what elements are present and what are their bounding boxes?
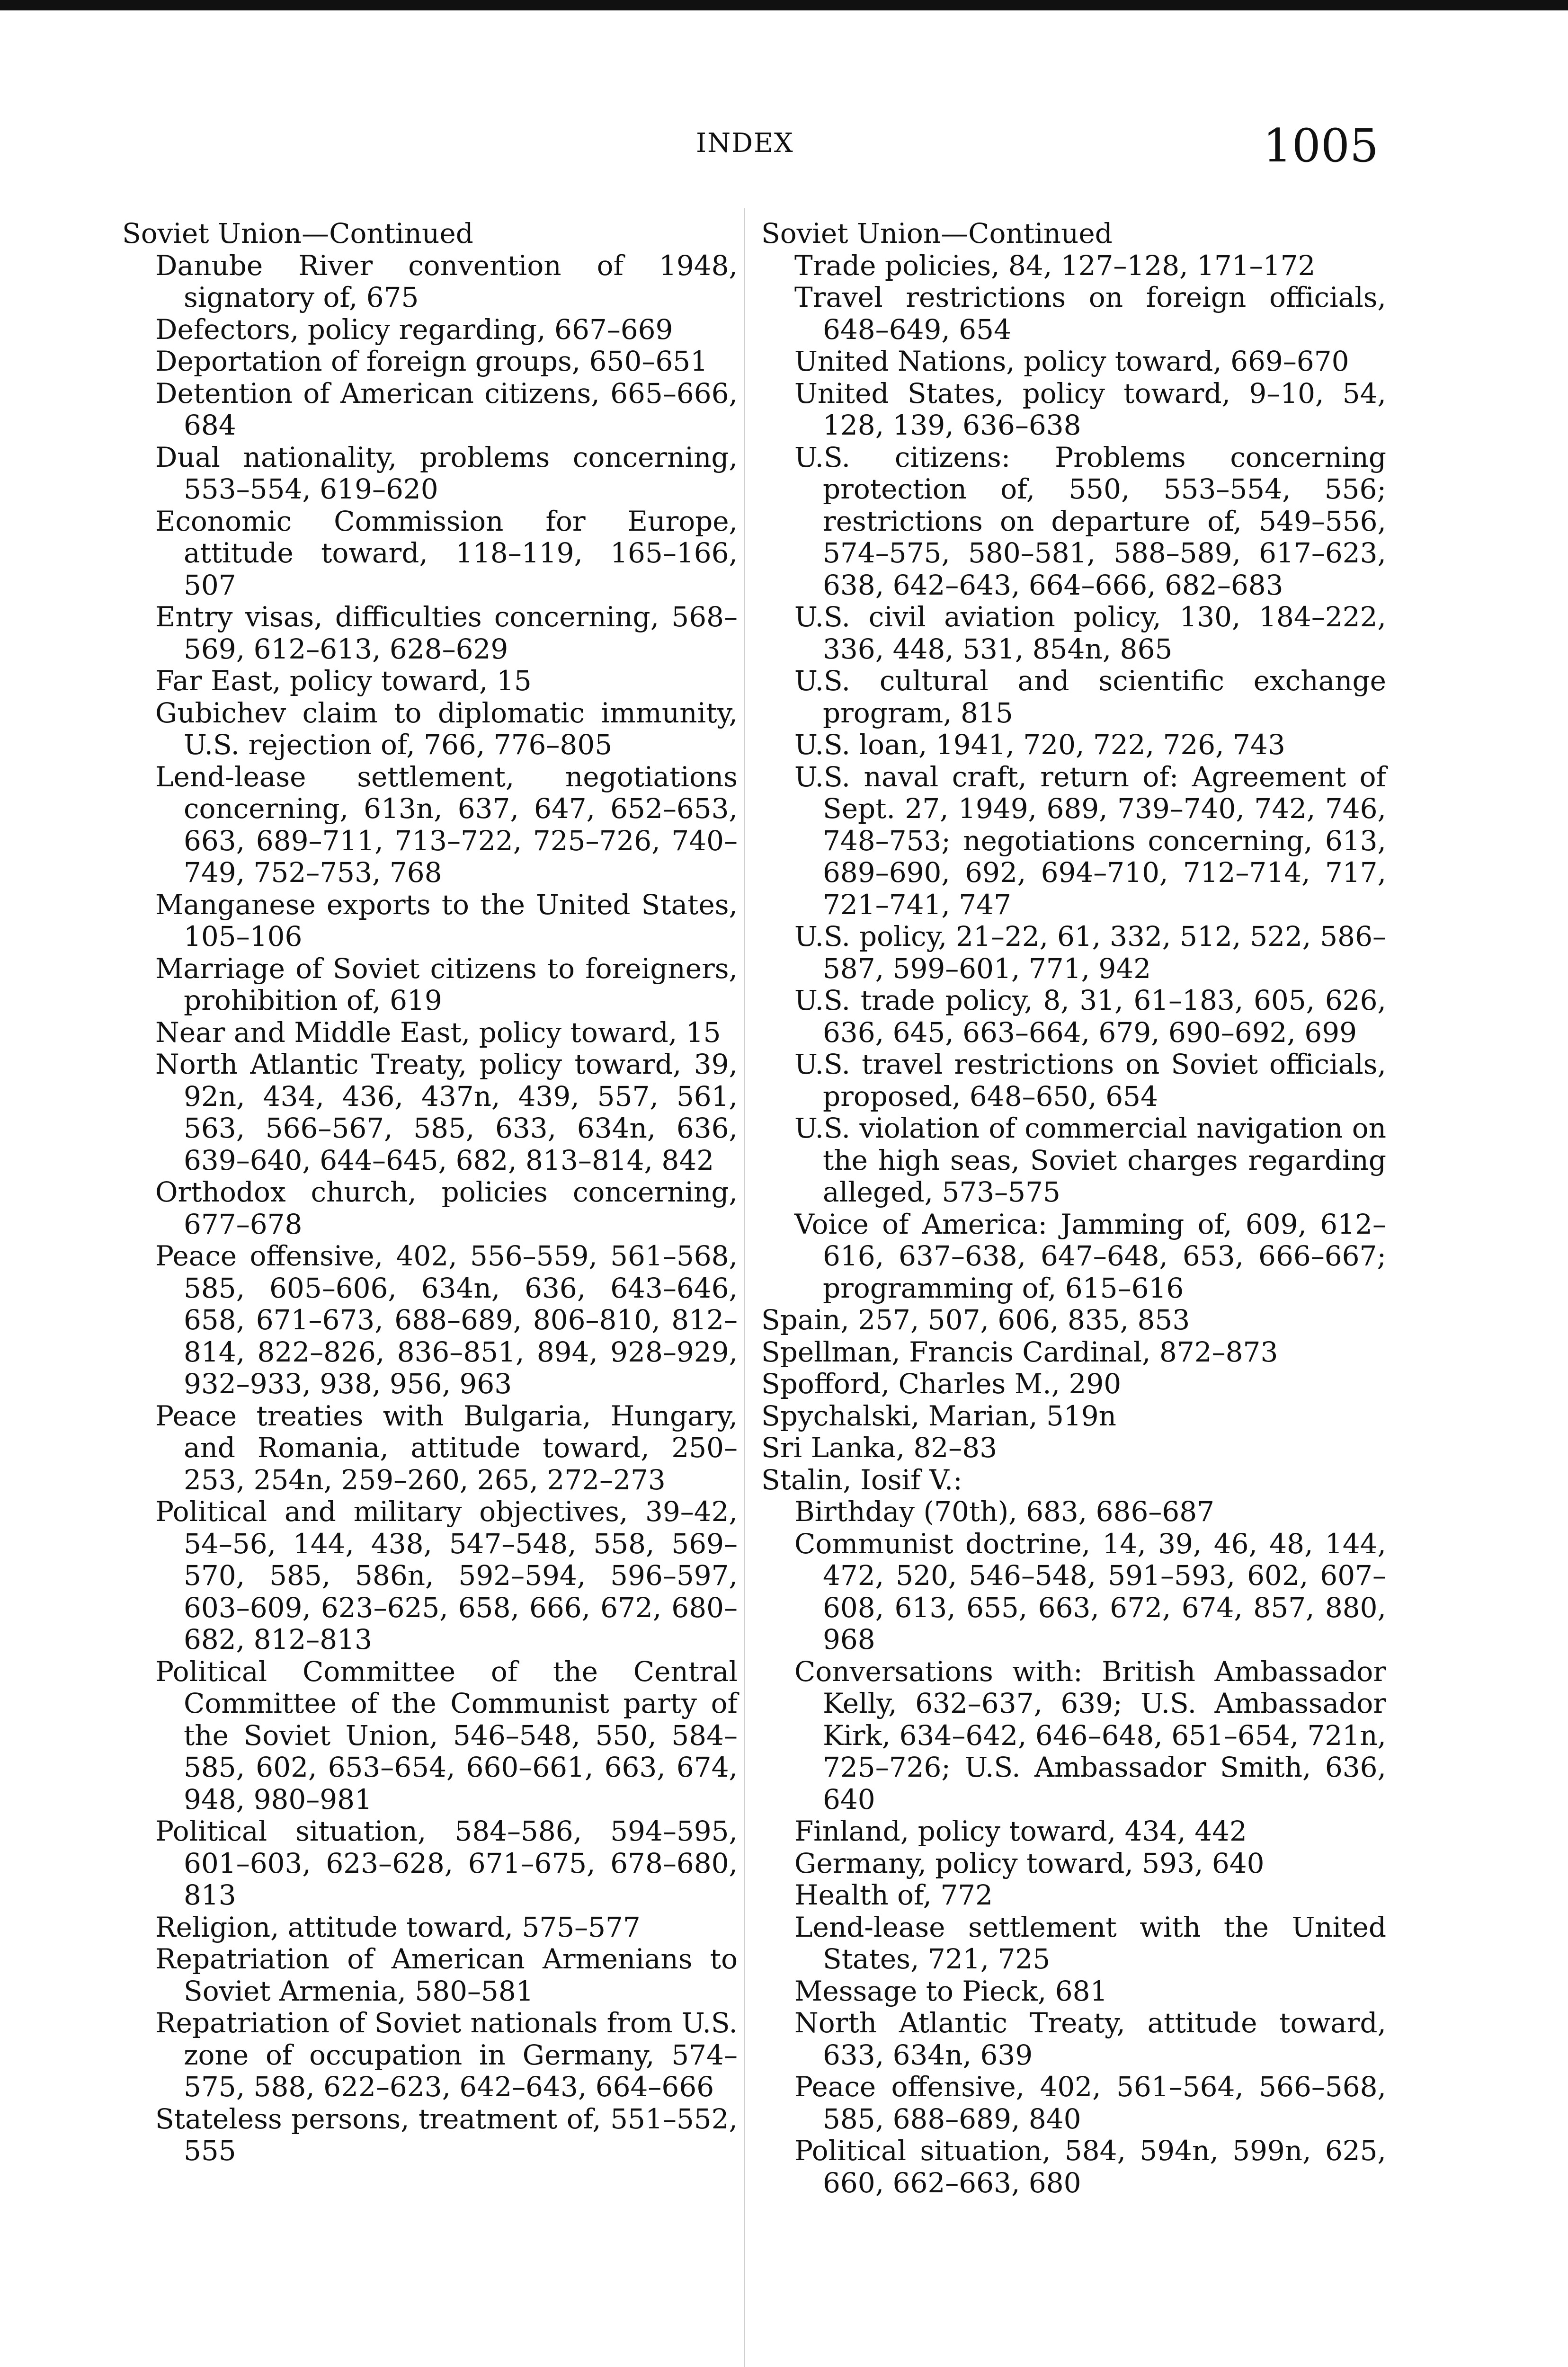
index-entry: Deportation of foreign groups, 650–651 bbox=[155, 345, 708, 377]
index-entry: U.S. loan, 1941, 720, 722, 726, 743 bbox=[794, 729, 1285, 761]
index-entry: Detention of American citizens, 665–666, 684 bbox=[155, 377, 738, 441]
index-entry: United States, policy toward, 9–10, 54, 128, 139, 636–638 bbox=[794, 377, 1386, 441]
index-entry: Finland, policy toward, 434, 442 bbox=[794, 1815, 1247, 1847]
index-entry: Repatriation of Soviet nationals from U.S. zone of occupation in Germany, 574–575, 588, 622–623, 642–643, 664–666 bbox=[155, 2007, 738, 2103]
index-entry: U.S. civil aviation policy, 130, 184–222, 336, 448, 531, 854n, 865 bbox=[794, 601, 1386, 665]
index-entry: Conversations with: British Ambassador Kelly, 632–637, 639; U.S. Ambassador Kirk, 634–642, 646–648, 651–654, 721n, 725–726; U.S. Ambassador Smith, 636, 640 bbox=[794, 1655, 1386, 1815]
index-entry: Orthodox church, policies concerning, 677–678 bbox=[155, 1176, 738, 1240]
index-entry: U.S. cultural and scientific exchange program, 815 bbox=[794, 665, 1386, 729]
index-entry: Peace treaties with Bulgaria, Hungary, and Romania, attitude toward, 250–253, 254n, 259–260, 265, 272–273 bbox=[155, 1399, 738, 1496]
index-heading-entry: Stalin, Iosif V.: bbox=[761, 1463, 962, 1496]
index-entry: United Nations, policy toward, 669–670 bbox=[794, 345, 1349, 377]
index-entry: North Atlantic Treaty, policy toward, 39, 92n, 434, 436, 437n, 439, 557, 561, 563, 566–567, 585, 633, 634n, 636, 639–640, 644–645, 682, 813–814, 842 bbox=[155, 1048, 738, 1176]
index-entry: Lend-lease settlement with the United States, 721, 725 bbox=[794, 1911, 1386, 1975]
index-entry: Defectors, policy regarding, 667–669 bbox=[155, 313, 673, 346]
index-entry: U.S. naval craft, return of: Agreement of Sept. 27, 1949, 689, 739–740, 742, 746, 748–753; negotiations concerning, 613, 689–690, 692, 694–710, 712–714, 717, 721–741, 747 bbox=[794, 760, 1386, 921]
index-entry: Far East, policy toward, 15 bbox=[155, 665, 532, 697]
index-entry: Political situation, 584–586, 594–595, 601–603, 623–628, 671–675, 678–680, 813 bbox=[155, 1815, 738, 1911]
index-entry: Manganese exports to the United States, 105–106 bbox=[155, 888, 738, 952]
index-entry: Dual nationality, problems concerning, 553–554, 619–620 bbox=[155, 441, 738, 505]
index-entry: Birthday (70th), 683, 686–687 bbox=[794, 1495, 1215, 1528]
index-entry: Voice of America: Jamming of, 609, 612–616, 637–638, 647–648, 653, 666–667; programming of, 615–616 bbox=[794, 1208, 1386, 1304]
continued-heading: Soviet Union—Continued bbox=[761, 217, 1113, 249]
index-entry: Peace offensive, 402, 561–564, 566–568, 585, 688–689, 840 bbox=[794, 2071, 1386, 2135]
index-entry: Gubichev claim to diplomatic immunity, U.S. rejection of, 766, 776–805 bbox=[155, 696, 738, 761]
index-heading-entry: Spychalski, Marian, 519n bbox=[761, 1399, 1117, 1432]
continued-heading: Soviet Union—Continued bbox=[122, 217, 473, 249]
index-entry: Repatriation of American Armenians to Soviet Armenia, 580–581 bbox=[155, 1943, 738, 2007]
index-heading-entry: Sri Lanka, 82–83 bbox=[761, 1432, 998, 1464]
index-entry: U.S. policy, 21–22, 61, 332, 512, 522, 586–587, 599–601, 771, 942 bbox=[794, 920, 1386, 985]
index-entry: Near and Middle East, policy toward, 15 bbox=[155, 1016, 721, 1049]
index-entry: U.S. trade policy, 8, 31, 61–183, 605, 626, 636, 645, 663–664, 679, 690–692, 699 bbox=[794, 984, 1386, 1049]
index-entry: Message to Pieck, 681 bbox=[794, 1975, 1108, 2007]
index-entry: Communist doctrine, 14, 39, 46, 48, 144, 472, 520, 546–548, 591–593, 602, 607–608, 613, 655, 663, 672, 674, 857, 880, 968 bbox=[794, 1527, 1386, 1655]
page-number: 1005 bbox=[1263, 119, 1379, 172]
index-entry: Political and military objectives, 39–42, 54–56, 144, 438, 547–548, 558, 569–570, 585, 586n, 592–594, 596–597, 603–609, 623–625, 658, 666, 672, 680–682, 812–813 bbox=[155, 1495, 738, 1655]
left-column bbox=[122, 218, 738, 2167]
index-entry: Economic Commission for Europe, attitude toward, 118–119, 165–166, 507 bbox=[155, 505, 738, 601]
index-heading-entry: Spellman, Francis Cardinal, 872–873 bbox=[761, 1335, 1278, 1368]
index-entry: Religion, attitude toward, 575–577 bbox=[155, 1911, 641, 1943]
index-entry: Health of, 772 bbox=[794, 1879, 993, 1911]
index-entry: Peace offensive, 402, 556–559, 561–568, 585, 605–606, 634n, 636, 643–646, 658, 671–673, 688–689, 806–810, 812–814, 822–826, 836–851, 894, 928–929, 932–933, 938, 956, 963 bbox=[155, 1240, 738, 1400]
index-entry: Lend-lease settlement, negotiations concerning, 613n, 637, 647, 652–653, 663, 689–711, 713–722, 725–726, 740–749, 752–753, 768 bbox=[155, 760, 738, 889]
index-entry: Stateless persons, treatment of, 551–552, 555 bbox=[155, 2102, 738, 2167]
index-entry: Germany, policy toward, 593, 640 bbox=[794, 1847, 1265, 1879]
index-entry: U.S. travel restrictions on Soviet officials, proposed, 648–650, 654 bbox=[794, 1048, 1386, 1112]
index-entry: U.S. violation of commercial navigation on the high seas, Soviet charges regarding alleged, 573–575 bbox=[794, 1112, 1386, 1208]
index-heading-entry: Spofford, Charles M., 290 bbox=[761, 1368, 1122, 1400]
index-entry: Entry visas, difficulties concerning, 568–569, 612–613, 628–629 bbox=[155, 601, 738, 665]
index-entry: Trade policies, 84, 127–128, 171–172 bbox=[794, 249, 1316, 282]
column-divider bbox=[744, 208, 745, 2367]
index-entry: Danube River convention of 1948, signatory of, 675 bbox=[155, 249, 738, 313]
index-entry: U.S. citizens: Problems concerning protection of, 550, 553–554, 556; restrictions on departure of, 549–556, 574–575, 580–581, 588–589, 617–623, 638, 642–643, 664–666, 682–683 bbox=[794, 441, 1386, 601]
index-entry: Political Committee of the Central Committee of the Communist party of the Soviet Union, 546–548, 550, 584–585, 602, 653–654, 660–661, 663, 674, 948, 980–981 bbox=[155, 1655, 738, 1815]
running-head: INDEX bbox=[696, 128, 794, 159]
index-heading-entry: Spain, 257, 507, 606, 835, 853 bbox=[761, 1304, 1190, 1336]
index-entry: Travel restrictions on foreign officials, 648–649, 654 bbox=[794, 281, 1386, 346]
top-rule bbox=[0, 0, 1568, 10]
right-column bbox=[761, 218, 1386, 2199]
index-entry: North Atlantic Treaty, attitude toward, 633, 634n, 639 bbox=[794, 2007, 1386, 2071]
index-entry: Political situation, 584, 594n, 599n, 625, 660, 662–663, 680 bbox=[794, 2135, 1386, 2199]
index-entry: Marriage of Soviet citizens to foreigners, prohibition of, 619 bbox=[155, 952, 738, 1016]
